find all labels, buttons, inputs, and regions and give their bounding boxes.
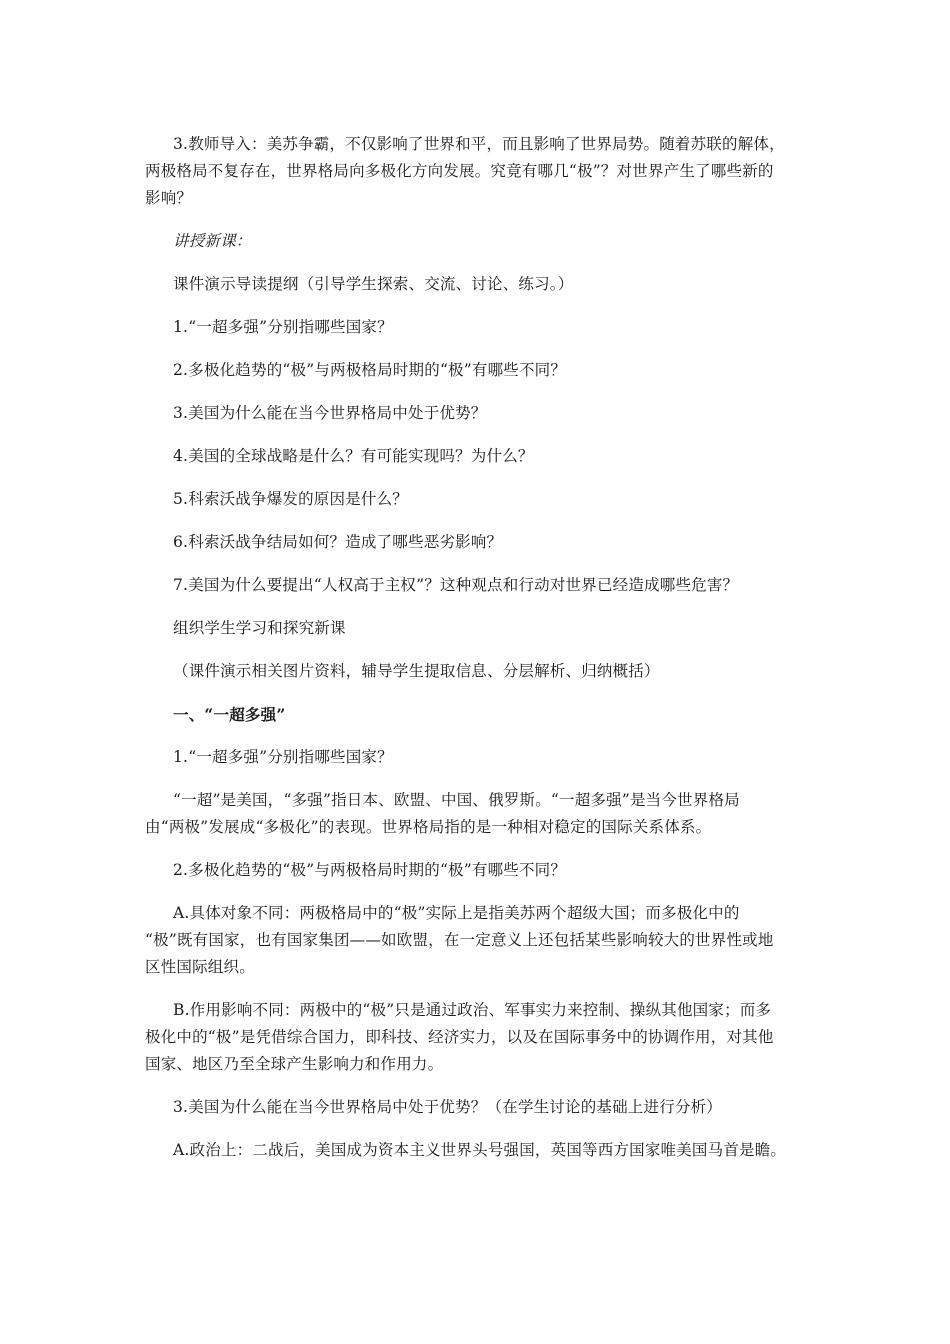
- new-lesson-heading: 讲授新课：: [173, 232, 252, 250]
- answer-2a-line-1: A.具体对象不同：两极格局中的“极”实际上是指美苏两个超级大国；而多极化中的: [173, 904, 740, 922]
- organize-title: 组织学生学习和探究新课: [173, 619, 346, 637]
- question-1: 1.“一超多强”分别指哪些国家？: [173, 748, 393, 766]
- document-body: [145, 131, 808, 1180]
- answer-3a: A.政治上：二战后，美国成为资本主义世界头号强国，英国等西方国家唯美国马首是瞻。: [173, 1141, 787, 1159]
- answer-2b-line-2: 极化中的“极”是凭借综合国力，即科技、经济实力，以及在国际事务中的协调作用，对其他: [145, 1028, 774, 1046]
- answer-2b-paragraph: [145, 997, 808, 1078]
- answer-1-line-1: “一超”是美国，“多强”指日本、欧盟、中国、俄罗斯。“一超多强”是当今世界格局: [173, 791, 740, 809]
- question-3: 3.美国为什么能在当今世界格局中处于优势？（在学生讨论的基础上进行分析）: [173, 1098, 722, 1116]
- answer-2a-line-3: 区性国际组织。: [145, 958, 255, 976]
- section-heading: 一、“一超多强”: [173, 705, 286, 724]
- answer-2b-line-1: B.作用影响不同：两极中的“极”只是通过政治、军事实力来控制、操纵其他国家；而多: [173, 1001, 772, 1019]
- intro-paragraph: [145, 131, 808, 212]
- organize-note: （课件演示相关图片资料，辅导学生提取信息、分层解析、归纳概括）: [173, 662, 660, 680]
- outline-item: 2.多极化趋势的“极”与两极格局时期的“极”有哪些不同？: [173, 361, 567, 379]
- outline-item: 6.科索沃战争结局如何？造成了哪些恶劣影响？: [173, 533, 503, 551]
- answer-1-paragraph: [145, 787, 808, 841]
- answer-1-line-2: 由“两极”发展成“多极化”的表现。世界格局指的是一种相对稳定的国际关系体系。: [145, 818, 712, 836]
- outline-item: 3.美国为什么能在当今世界格局中处于优势？: [173, 404, 487, 422]
- intro-line-1: 3.教师导入：美苏争霸，不仅影响了世界和平，而且影响了世界局势。随着苏联的解体，: [173, 135, 785, 153]
- answer-2a-line-2: “极”既有国家，也有国家集团——如欧盟，在一定意义上还包括某些影响较大的世界性或地: [145, 931, 774, 949]
- outline-item: 7.美国为什么要提出“人权高于主权”？这种观点和行动对世界已经造成哪些危害？: [173, 576, 739, 594]
- intro-line-3: 影响？: [145, 189, 193, 207]
- outline-item: 4.美国的全球战略是什么？有可能实现吗？为什么？: [173, 447, 534, 465]
- question-2: 2.多极化趋势的“极”与两极格局时期的“极”有哪些不同？: [173, 861, 567, 879]
- outline-title: 课件演示导读提纲（引导学生探索、交流、讨论、练习。）: [173, 275, 574, 293]
- answer-2b-line-3: 国家、地区乃至全球产生影响力和作用力。: [145, 1055, 444, 1073]
- outline-item: 5.科索沃战争爆发的原因是什么？: [173, 490, 408, 508]
- intro-line-2: 两极格局不复存在，世界格局向多极化方向发展。究竟有哪几“极”？对世界产生了哪些新的: [145, 162, 774, 180]
- answer-2a-paragraph: [145, 900, 808, 981]
- outline-item: 1.“一超多强”分别指哪些国家？: [173, 318, 393, 336]
